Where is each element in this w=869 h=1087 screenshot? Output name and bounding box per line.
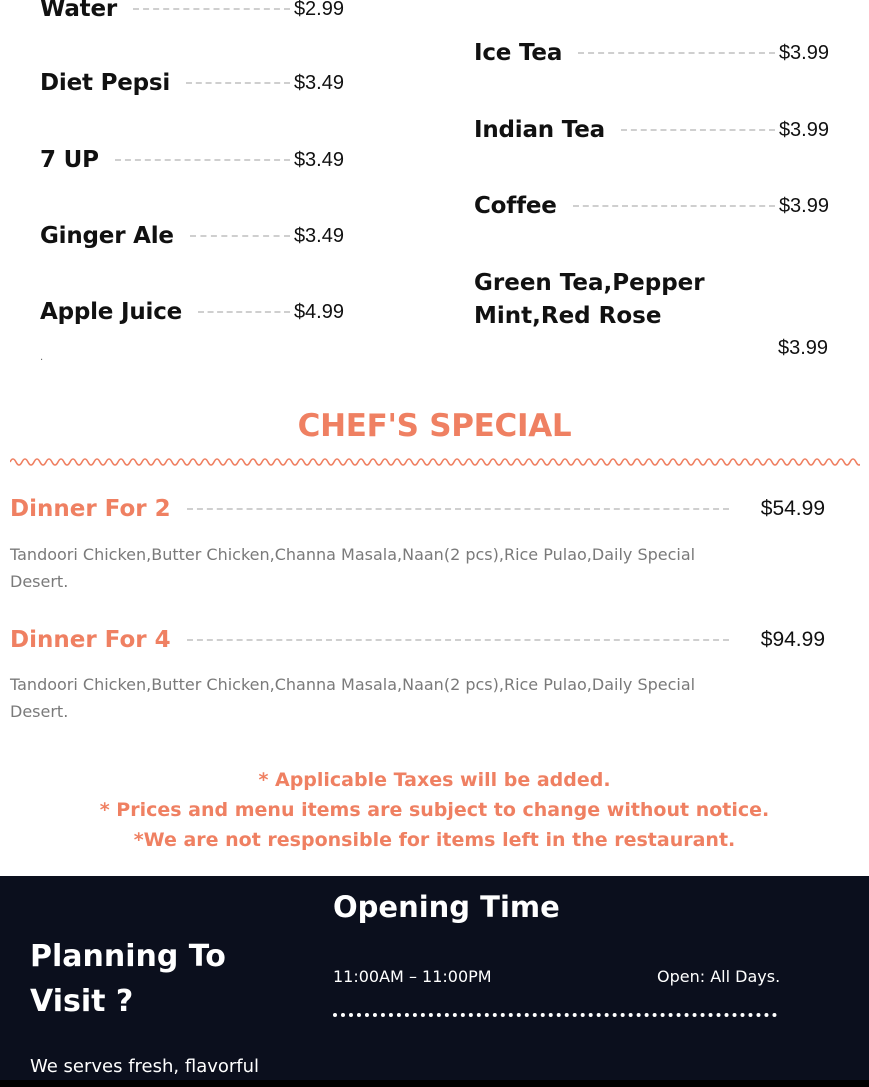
menu-item-price: $3.49: [293, 224, 344, 247]
special-item-description: Tandoori Chicken,Butter Chicken,Channa Masala,Naan(2 pcs),Rice Pulao,Daily Special Desert.: [10, 545, 696, 591]
menu-item-price: $3.99: [778, 41, 829, 64]
menu-item-indian-tea: [474, 117, 829, 143]
menu-item-diet-pepsi: [40, 70, 344, 96]
dotted-leader: [133, 8, 290, 10]
opening-days: Open: All Days.: [657, 967, 781, 986]
menu-item-price: $3.49: [293, 148, 344, 171]
menu-item-name: Ice Tea: [474, 40, 563, 66]
opening-time-title: Opening Time: [333, 890, 560, 924]
special-item-name: Dinner For 2: [10, 496, 171, 522]
menu-item-name: Coffee: [474, 193, 557, 219]
dotted-leader: [187, 639, 729, 641]
menu-item-coffee: [474, 193, 829, 219]
dotted-leader: [578, 52, 775, 54]
menu-item-name: Diet Pepsi: [40, 70, 171, 96]
menu-item-name: 7 UP: [40, 147, 99, 173]
note-responsibility: *We are not responsible for items left in the restaurant.: [133, 829, 736, 851]
planning-title: Planning To Visit ?: [30, 939, 226, 1019]
section-title-chefs-special: CHEF'S SPECIAL: [297, 408, 572, 444]
menu-item-ice-tea: [474, 40, 829, 66]
special-item-name: Dinner For 4: [10, 627, 171, 653]
menu-item-name: Apple Juice: [40, 299, 183, 325]
menu-item-price: $4.99: [293, 300, 344, 323]
menu-item-price: $3.99: [778, 118, 829, 141]
stray-mark: .: [40, 352, 44, 363]
menu-item-water: [40, 0, 344, 22]
menu-item-price: $3.99: [778, 194, 829, 217]
bottom-bar: [0, 1080, 869, 1087]
dotted-divider: [333, 1013, 777, 1017]
special-item-price: $54.99: [760, 497, 825, 520]
menu-item-ginger-ale: [40, 223, 344, 249]
menu-item-price: $3.49: [293, 71, 344, 94]
menu-item-name: Indian Tea: [474, 117, 605, 143]
special-item-dinner-for-2: [10, 496, 825, 522]
dotted-leader: [187, 508, 729, 510]
menu-notes: [0, 765, 869, 855]
menu-item-7up: [40, 147, 344, 173]
dotted-leader: [198, 311, 290, 313]
menu-item-green-tea-name: Green Tea,Pepper Mint,Red Rose: [474, 270, 705, 329]
dotted-leader: [190, 235, 290, 237]
menu-item-green-tea-price: $3.99: [778, 337, 829, 359]
note-taxes: * Applicable Taxes will be added.: [258, 769, 611, 791]
dotted-leader: [621, 129, 775, 131]
footer: [0, 876, 869, 1087]
special-item-dinner-for-4: [10, 627, 825, 653]
menu-item-name: Ginger Ale: [40, 223, 174, 249]
special-item-price: $94.99: [760, 628, 825, 651]
special-item-description: Tandoori Chicken,Butter Chicken,Channa Masala,Naan(2 pcs),Rice Pulao,Daily Special Desert.: [10, 675, 696, 721]
planning-description: We serves fresh, flavorful: [30, 1056, 260, 1077]
menu-item-price: $2.99: [293, 0, 344, 20]
menu-item-name: Water: [40, 0, 118, 22]
wavy-divider: [10, 454, 860, 470]
opening-hours: 11:00AM – 11:00PM: [333, 967, 492, 986]
menu-item-apple-juice: [40, 299, 344, 325]
dotted-leader: [115, 159, 290, 161]
dotted-leader: [186, 82, 290, 84]
note-prices: * Prices and menu items are subject to change without notice.: [99, 799, 770, 821]
dotted-leader: [573, 205, 775, 207]
